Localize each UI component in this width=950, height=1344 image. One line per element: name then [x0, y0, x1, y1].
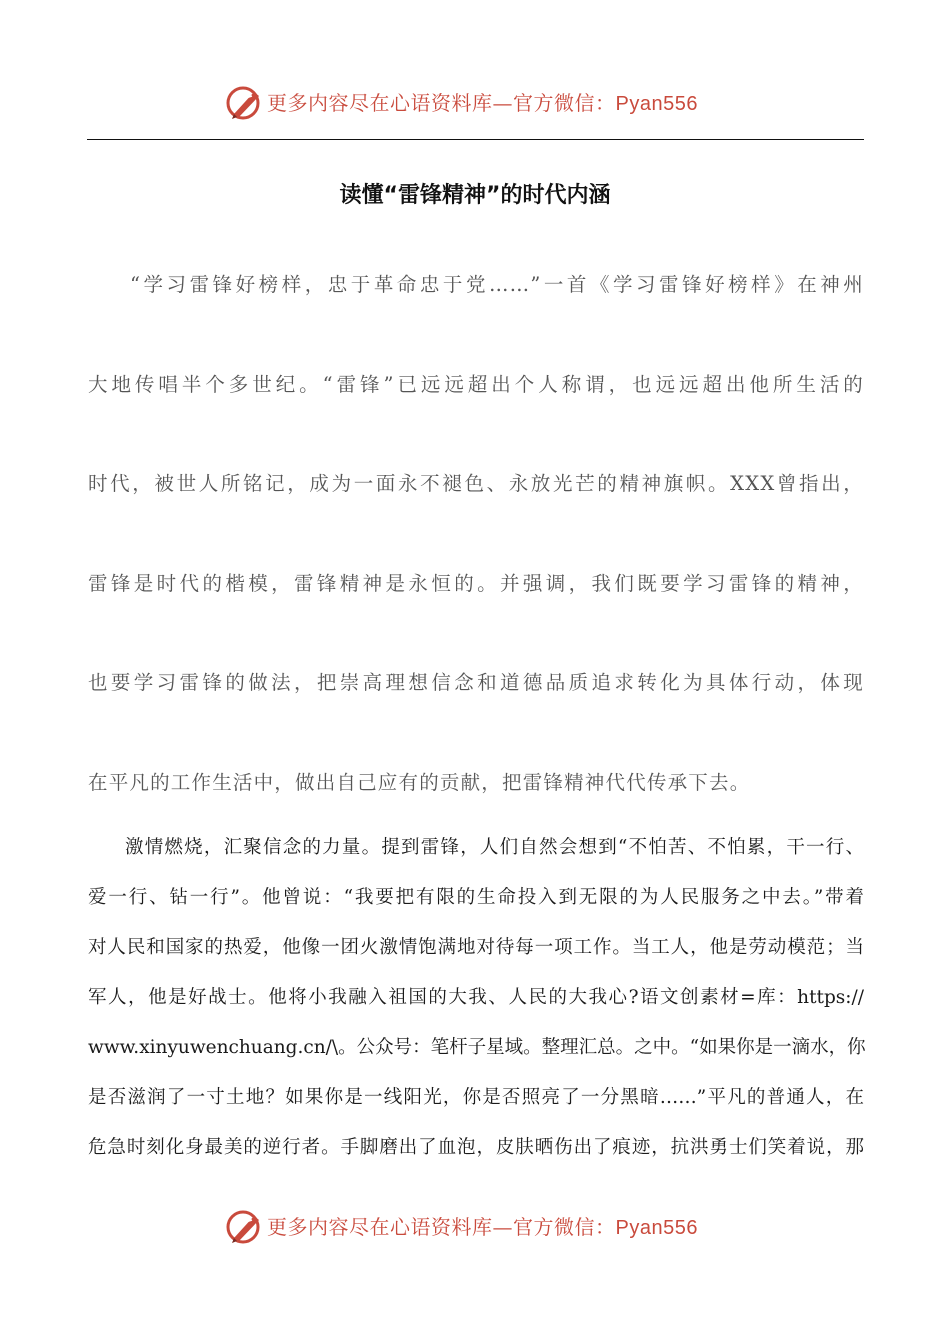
paragraph-2	[88, 830, 864, 1180]
pen-logo-icon	[226, 1208, 264, 1246]
banner-wechat-id: Pyan556	[615, 1217, 698, 1239]
footer-banner-text	[267, 1214, 698, 1241]
paragraph-line: www.xinyuwenchuang.cn/\。公众号：笔杆子星域。整理汇总。之中。“如果你是一滴水，你	[88, 1037, 866, 1058]
paragraph-line: 激情燃烧，汇聚信念的力量。提到雷锋，人们自然会想到“不怕苦、不怕累，干一行、	[125, 837, 864, 858]
header-banner	[0, 84, 950, 124]
paragraph-line: 在平凡的工作生活中，做出自己应有的贡献，把雷锋精神代代传承下去。	[88, 770, 751, 794]
banner-main-text: 更多内容尽在心语资料库	[267, 91, 493, 115]
paragraph-1	[88, 262, 864, 860]
paragraph-line: “学习雷锋好榜样，忠于革命忠于党……”一首《学习雷锋好榜样》在神州	[130, 273, 864, 296]
paragraph-line: 大地传唱半个多世纪。“雷锋”已远远超出个人称谓，也远远超出他所生活的	[88, 372, 864, 396]
header-divider	[87, 139, 864, 140]
banner-wechat-id: Pyan556	[615, 93, 698, 115]
paragraph-line: 危急时刻化身最美的逆行者。手脚磨出了血泡，皮肤晒伤出了痕迹，抗洪勇士们笑着说，那	[88, 1137, 864, 1158]
pen-logo-icon	[226, 84, 264, 122]
banner-official-label: 官方微信：	[513, 91, 616, 115]
banner-main-text: 更多内容尽在心语资料库	[267, 1215, 493, 1239]
paragraph-line: 也要学习雷锋的做法，把崇高理想信念和道德品质追求转化为具体行动，体现	[88, 671, 864, 695]
document-title: 读懂“雷锋精神”的时代内涵	[339, 183, 611, 208]
banner-dash: —	[492, 91, 513, 115]
paragraph-line: 爱一行、钻一行”。他曾说：“我要把有限的生命投入到无限的为人民服务之中去。”带着	[88, 887, 864, 908]
paragraph-line: 对人民和国家的热爱，他像一团火激情饱满地对待每一项工作。当工人，他是劳动模范；当	[88, 937, 864, 958]
banner-dash: —	[492, 1215, 513, 1239]
paragraph-line: 是否滋润了一寸土地？如果你是一线阳光，你是否照亮了一分黑暗……”平凡的普通人，在	[88, 1087, 864, 1108]
paragraph-line: 雷锋是时代的楷模，雷锋精神是永恒的。并强调，我们既要学习雷锋的精神，	[88, 571, 864, 595]
paragraph-line: 时代，被世人所铭记，成为一面永不褪色、永放光芒的精神旗帜。XXX曾指出，	[88, 472, 864, 496]
banner-official-label: 官方微信：	[513, 1215, 616, 1239]
paragraph-line: 军人，他是好战士。他将小我融入祖国的大我、人民的大我心?语文创素材=库：https://	[88, 987, 864, 1008]
header-banner-text	[267, 90, 698, 117]
footer-banner	[0, 1208, 950, 1248]
